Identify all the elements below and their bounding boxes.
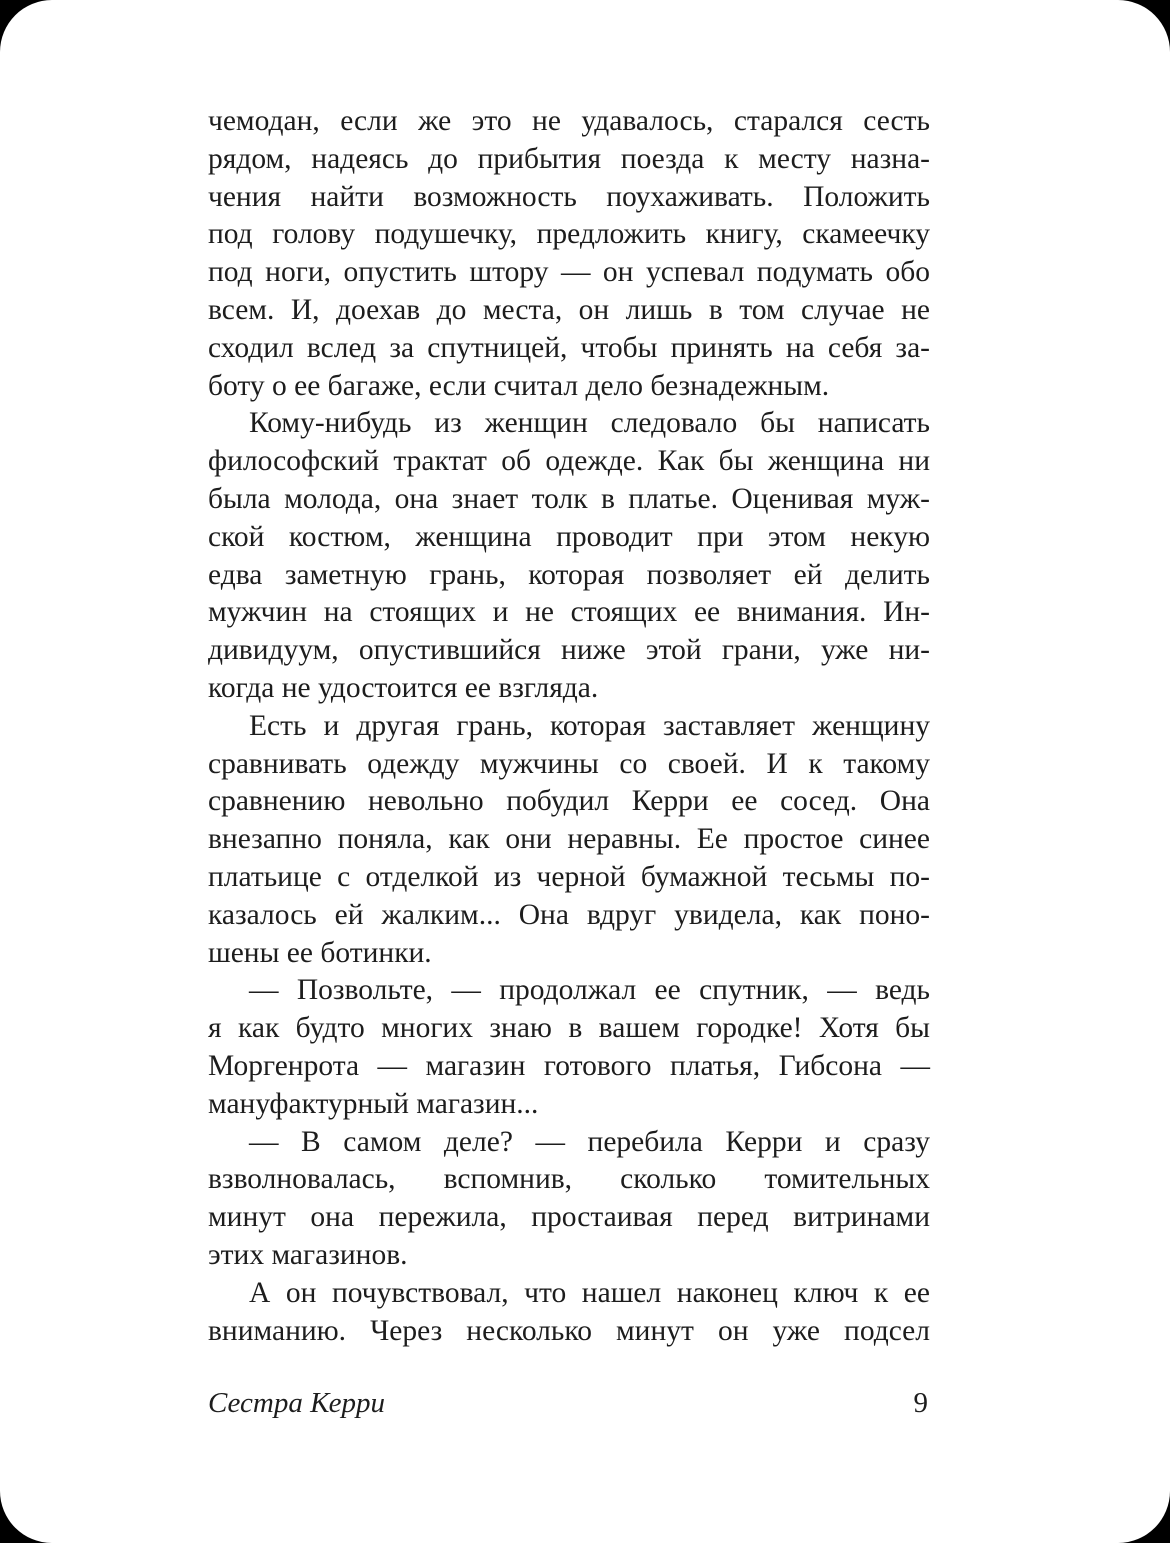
- text-line: дивидуум, опустившийся ниже этой грани, уже ни-: [208, 634, 930, 667]
- text-line: платьице с отделкой из черной бумажной тесьмы по-: [208, 860, 930, 893]
- paragraph: [208, 972, 930, 1123]
- text-line: мужчин на стоящих и не стоящих ее внимания. Ин-: [208, 596, 930, 629]
- paragraph: [208, 103, 930, 405]
- text-line: философский трактат об одежде. Как бы женщина ни: [208, 445, 930, 478]
- text-line: мануфактурный магазин...: [208, 1087, 539, 1120]
- page-footer: [208, 1387, 930, 1427]
- text-line: этих магазинов.: [208, 1238, 408, 1271]
- text-line: под голову подушечку, предложить книгу, скамеечку: [208, 218, 930, 251]
- text-line: — Позвольте, — продолжал ее спутник, — ведь: [249, 974, 930, 1007]
- paragraph: [208, 405, 930, 707]
- text-line: шены ее ботинки.: [208, 936, 432, 969]
- text-line: рядом, надеясь до прибытия поезда к месту назна-: [208, 142, 930, 175]
- text-line: всем. И, доехав до места, он лишь в том случае не: [208, 293, 930, 326]
- text-line: внезапно поняла, как они неравны. Ее простое синее: [208, 823, 930, 856]
- text-line: минут она пережила, простаивая перед витринами: [208, 1201, 930, 1234]
- text-line: под ноги, опустить штору — он успевал подумать обо: [208, 256, 930, 289]
- text-line: сравнивать одежду мужчины со своей. И к такому: [208, 747, 930, 780]
- text-line: ской костюм, женщина проводит при этом некую: [208, 520, 930, 553]
- text-line: Моргенрота — магазин готового платья, Гибсона —: [208, 1049, 930, 1082]
- text-line: чемодан, если же это не удавалось, старался сесть: [208, 105, 930, 137]
- text-line: чения найти возможность поухаживать. Положить: [208, 180, 930, 213]
- text-line: когда не удостоится ее взгляда.: [208, 671, 599, 704]
- text-line: боту о ее багаже, если считал дело безнадежным.: [208, 369, 830, 402]
- text-line: вниманию. Через несколько минут он уже подсел: [208, 1314, 930, 1347]
- text-line: Кому-нибудь из женщин следовало бы написать: [249, 407, 930, 440]
- text-line: едва заметную грань, которая позволяет ей делить: [208, 558, 930, 591]
- paragraph: [208, 1124, 930, 1275]
- text-line: казалось ей жалким... Она вдруг увидела, как поно-: [208, 898, 930, 931]
- paragraph: [208, 1275, 930, 1351]
- page-number: 9: [913, 1387, 928, 1419]
- text-line: я как будто многих знаю в вашем городке! Хотя бы: [208, 1012, 930, 1045]
- body-text: [208, 103, 930, 1350]
- text-line: взволновалась, вспомнив, сколько томительных: [208, 1163, 930, 1196]
- text-line: А он почувствовал, что нашел наконец ключ к ее: [249, 1276, 930, 1309]
- paragraph: [208, 708, 930, 973]
- text-line: сходил вслед за спутницей, чтобы принять на себя за-: [208, 331, 930, 364]
- text-line: Есть и другая грань, которая заставляет женщину: [249, 709, 930, 742]
- text-line: — В самом деле? — перебила Керри и сразу: [249, 1125, 930, 1158]
- text-line: сравнению невольно побудил Керри ее сосед. Она: [208, 785, 930, 818]
- text-line: была молода, она знает толк в платье. Оценивая муж-: [208, 482, 930, 515]
- running-title: Сестра Керри: [208, 1387, 386, 1419]
